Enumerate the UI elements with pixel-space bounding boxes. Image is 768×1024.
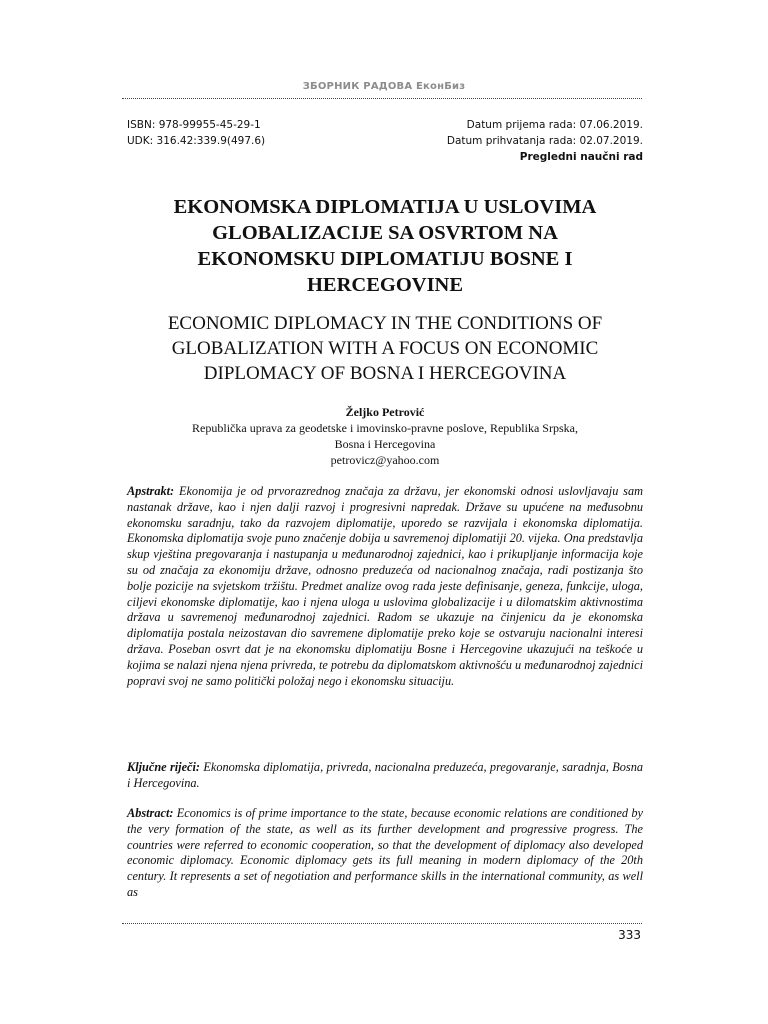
identifiers [127,117,265,149]
author-affiliation: Republička uprava za geodetske i imovinsko-pravne poslove, Republika Srpska, [192,421,578,435]
footer-divider [122,923,642,924]
udk: UDK: 316.42:339.9(497.6) [127,135,266,147]
isbn: ISBN: 978-99955-45-29-1 [127,119,261,131]
abstract-label: Abstract: [127,806,174,820]
title-bs-line: EKONOMSKU DIPLOMATIJU BOSNE I [197,248,573,270]
author-email: petrovicz@yahoo.com [330,453,440,467]
keywords-paragraph [127,760,643,792]
apstrakt-label: Apstrakt: [127,484,175,498]
author-name: Željko Petrović [345,405,425,419]
author-affiliation-country: Bosna i Hercegovina [334,437,436,451]
title-bs-line: GLOBALIZACIJE SA OSVRTOM NA [212,222,558,244]
title-en-line: ECONOMIC DIPLOMACY IN THE CONDITIONS OF [167,313,603,334]
received-date: Datum prijema rada: 07.06.2019. [466,119,643,131]
paper-type: Pregledni naučni rad [519,151,643,163]
dates [447,117,643,165]
author-block [127,404,643,468]
abstract-english-paragraph [127,806,643,901]
abstract-text: Economics is of prime importance to the state, because economic relations are conditioned by the very formation of the state, as well as its further development and progressive progress. The countries were referred to economic cooperation, so that the development of diplomacy also developed economic diplomacy. Economic diplomacy gets its full meaning in modern diplomacy of the 20th century. It represents a set of negotiation and performance skills in the international community, as well as [127,806,643,899]
page-number: 333 [618,928,641,942]
apstrakt-text: Ekonomija je od prvorazrednog značaja za državu, jer ekonomski odnosi uslovljavaju sam nastanak države, kao i njen dalji razvoj i progresivni napredak. Države su upućene na međusobnu ekonomsku saradnju, tako da razvojem diplomatije, uporedo se razvijala i ekonomska diplomatija. Ekonomska diplomatija svoje puno značenje dobija u savremenoj diplomatiji 20. vijeka. Ona predstavlja skup vještina pregovaranja i nastupanja u međunarodnoj zajednici, kao i prikupljanje informacija koje su od značaja za ekonomiju države, odnosno preduzeća od nacionalnog značaja, radi postizanja što bolje pozicije na svjetskom tržištu. Predmet analize ovog rada jeste definisanje, geneza, funkcije, uloga, ciljevi ekonomske diplomatije, kao i njena uloga u uslovima globalizacije i u dilomatskim aktivnostima država u savremenoj međunarodnoj zajednici. Radom se ukazuje na činjenicu da je ekonomska diplomatija postala neizostavan dio savremene diplomatije preko koje se ostvaruju nacionalni interesi država. Poseban osvrt dat je na ekonomsku diplomatiju Bosne i Hercegovine ukazujući na teškoće u kojima se nalazi njena njena privreda, te potrebu da diplomatskom aktivnošću u međunarodnoj zajednici popravi svoj ne samo politički položaj nego i ekonomsku situaciju. [127,484,643,688]
title-bs-line: HERCEGOVINE [306,274,464,296]
journal-header: ЗБОРНИК РАДОВА ЕконБиз [302,81,466,92]
title-en-line: DIPLOMACY OF BOSNA I HERCEGOVINA [203,363,567,384]
title-en-line: GLOBALIZATION WITH A FOCUS ON ECONOMIC [171,338,599,359]
apstrakt-paragraph [127,484,643,689]
keywords-label: Ključne riječi: [127,760,201,774]
title-bs-line: EKONOMSKA DIPLOMATIJA U USLOVIMA [173,196,597,218]
title-english [127,311,643,386]
title-bosnian [127,194,643,298]
header-divider [122,98,642,99]
keywords-text: Ekonomska diplomatija, privreda, nacionalna preduzeća, pregovaranje, saradnja, Bosna i Hercegovina. [127,760,643,790]
accepted-date: Datum prihvatanja rada: 02.07.2019. [446,135,643,147]
